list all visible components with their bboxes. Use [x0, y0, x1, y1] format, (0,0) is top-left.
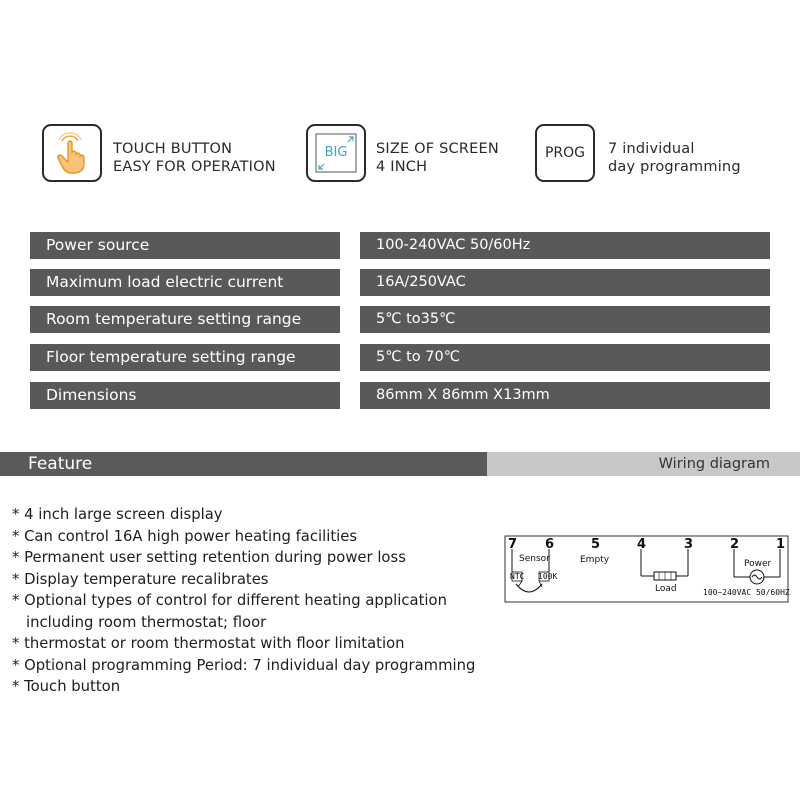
spec-label: Power source — [30, 232, 340, 259]
screen-line2: 4 INCH — [376, 159, 428, 175]
list-item: * thermostat or room thermostat with floor limitation — [12, 635, 405, 652]
terminal-5: 5 — [591, 537, 601, 552]
prog-label: PROG — [544, 145, 586, 161]
spec-value: 5℃ to 70℃ — [360, 344, 770, 371]
screen-line1: SIZE OF SCREEN — [376, 141, 499, 157]
ntc-value: 100K — [538, 572, 558, 581]
touch-hand-icon — [42, 124, 102, 182]
prog-icon — [535, 124, 595, 182]
terminal-2: 2 — [730, 537, 740, 552]
list-item: * Permanent user setting retention during power loss — [12, 549, 406, 566]
big-screen-icon — [306, 124, 366, 182]
touch-line2: EASY FOR OPERATION — [113, 159, 276, 175]
list-item: * Optional programming Period: 7 individual day programming — [12, 656, 476, 674]
list-item: * Touch button — [12, 678, 121, 695]
wiring-heading: Wiring diagram — [487, 452, 800, 476]
spec-value: 5℃ to35℃ — [360, 306, 770, 333]
prog-line1: 7 individual — [608, 141, 695, 157]
feature-heading: Feature — [0, 452, 487, 476]
terminal-1: 1 — [776, 537, 786, 552]
list-item: including room thermostat; floor — [26, 613, 267, 631]
wiring-diagram — [504, 534, 790, 604]
list-item: * Display temperature recalibrates — [12, 570, 269, 588]
empty-label: Empty — [580, 555, 610, 565]
list-item: * Can control 16A high power heating facilities — [12, 527, 358, 545]
touch-line1: TOUCH BUTTON — [113, 141, 233, 157]
terminal-6: 6 — [545, 537, 555, 552]
power-spec: 100~240VAC 50/60HZ — [703, 588, 790, 597]
list-item: * Optional types of control for different heating application — [12, 592, 447, 609]
big-label: BIG — [324, 145, 348, 160]
ntc-label: NTC — [510, 572, 525, 581]
spec-label: Dimensions — [30, 382, 340, 409]
terminal-4: 4 — [637, 537, 647, 552]
spec-value: 86mm X 86mm X13mm — [360, 382, 770, 409]
terminal-3: 3 — [684, 537, 694, 552]
load-label: Load — [655, 584, 677, 594]
sensor-label: Sensor — [519, 554, 550, 564]
terminal-7: 7 — [508, 537, 518, 552]
spec-label: Room temperature setting range — [30, 306, 340, 333]
spec-label: Floor temperature setting range — [30, 344, 340, 371]
list-item: * 4 inch large screen display — [12, 506, 223, 523]
spec-label: Maximum load electric current — [30, 269, 340, 296]
prog-line2: day programming — [608, 159, 741, 175]
power-label: Power — [744, 559, 772, 569]
feature-list — [12, 504, 492, 698]
spec-value: 100-240VAC 50/60Hz — [360, 232, 770, 259]
spec-value: 16A/250VAC — [360, 269, 770, 296]
